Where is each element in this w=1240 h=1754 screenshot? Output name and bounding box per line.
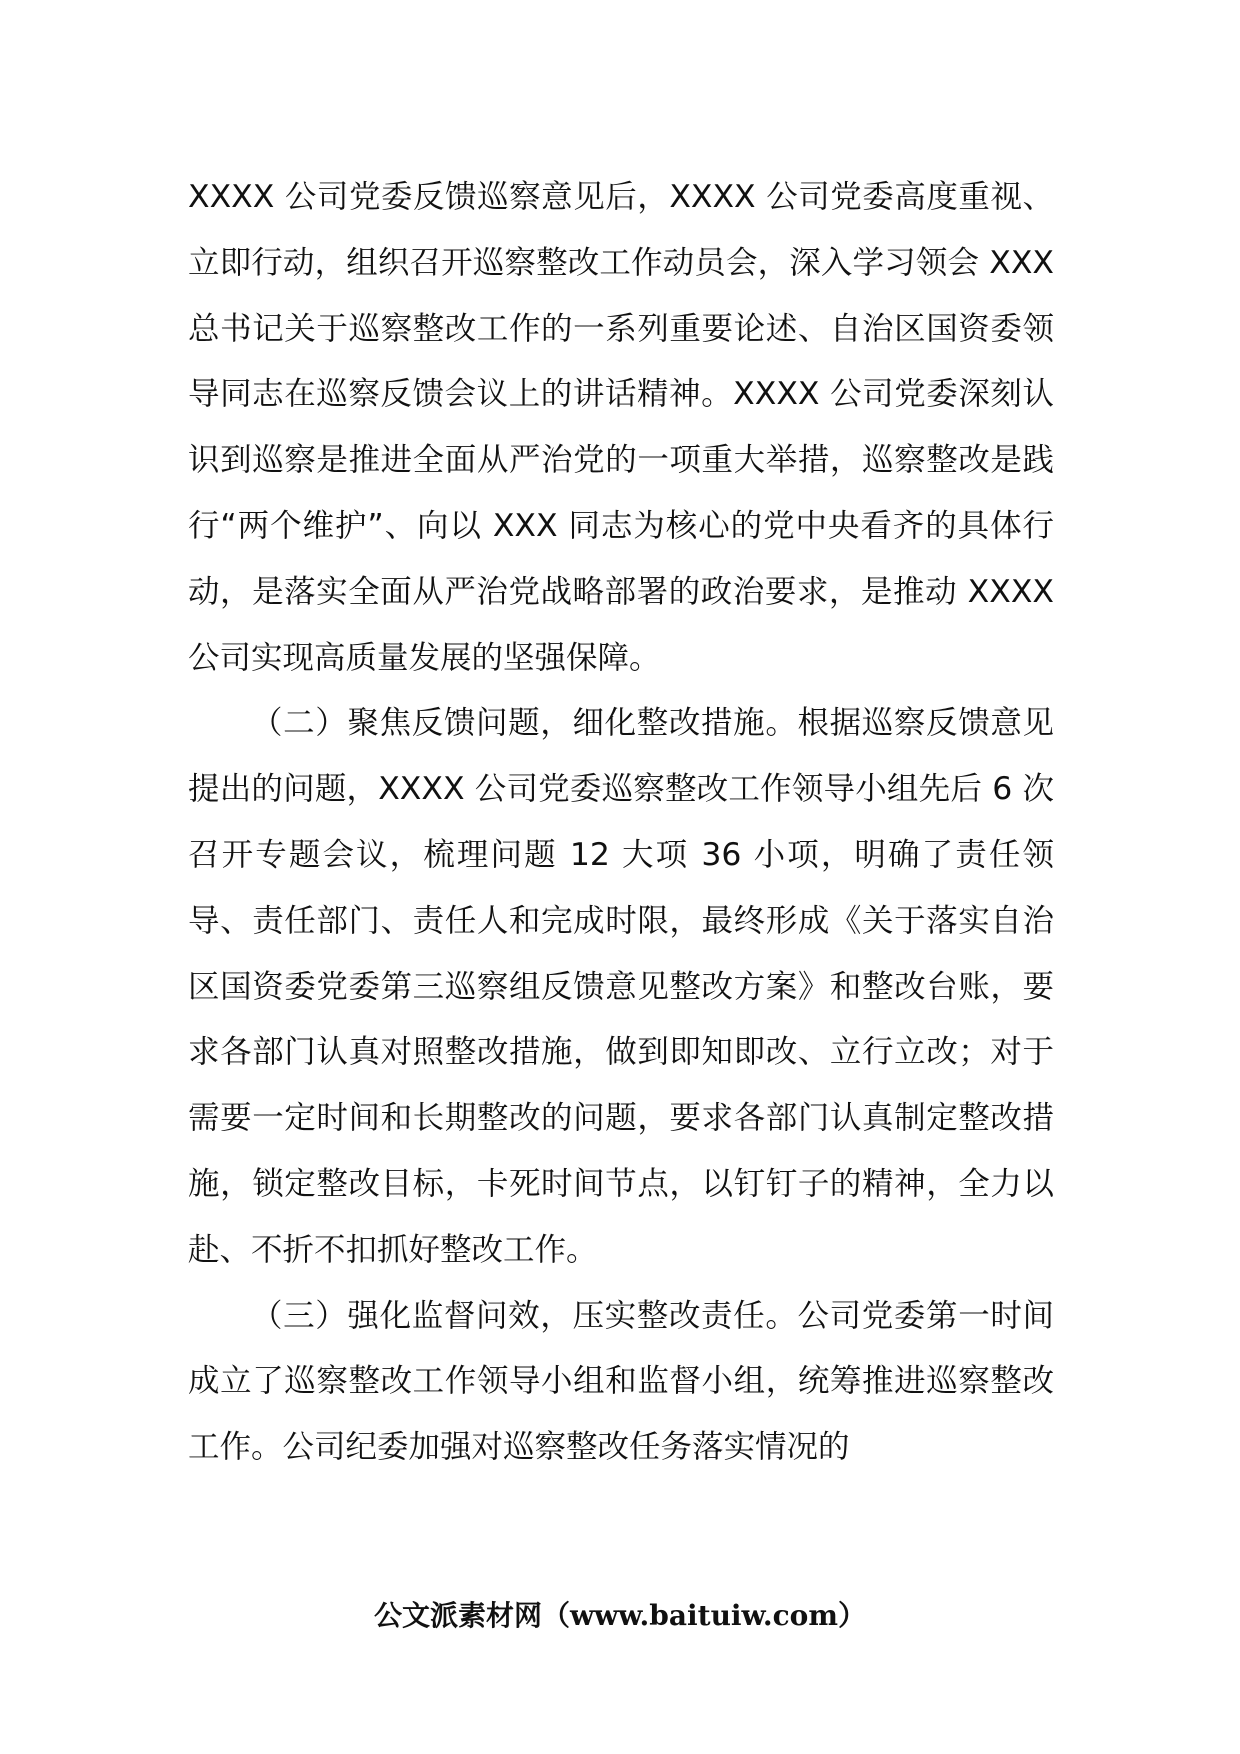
- paragraph-section-3: （三）强化监督问效，压实整改责任。公司党委第一时间成立了巡察整改工作领导小组和监督小组，统筹推进巡察整改工作。公司纪委加强对巡察整改任务落实情况的: [188, 1297, 1054, 1466]
- paragraph-section-2: （二）聚焦反馈问题，细化整改措施。根据巡察反馈意见提出的问题，XXXX 公司党委巡察整改工作领导小组先后 6 次召开专题会议，梳理问题 12 大项 36 小项，明确了责任领导、责任部门、责任人和完成时限，最终形成《关于落实自治区国资委党委第三巡察组反馈意见整改方案》和整改台账，要求各部门认真对照整改措施，做到即知即改、立行立改；对于需要一定时间和长期整改的问题，要求各部门认真制定整改措施，锁定整改目标，卡死时间节点，以钉钉子的精神，全力以赴、不折不扣抓好整改工作。: [188, 705, 1054, 1268]
- footer-watermark: 公文派素材网（www.baituiw.com）: [374, 1599, 866, 1632]
- paragraph-continuation: XXXX 公司党委反馈巡察意见后，XXXX 公司党委高度重视、立即行动，组织召开巡察整改工作动员会，深入学习领会 XXX 总书记关于巡察整改工作的一系列重要论述、自治区国资委领导同志在巡察反馈会议上的讲话精神。XXXX 公司党委深刻认识到巡察是推进全面从严治党的一项重大举措，巡察整改是践行“两个维护”、向以 XXX 同志为核心的党中央看齐的具体行动，是落实全面从严治党战略部署的政治要求，是推动 XXXX 公司实现高质量发展的坚强保障。: [188, 179, 1054, 676]
- document-body: [188, 165, 1054, 1481]
